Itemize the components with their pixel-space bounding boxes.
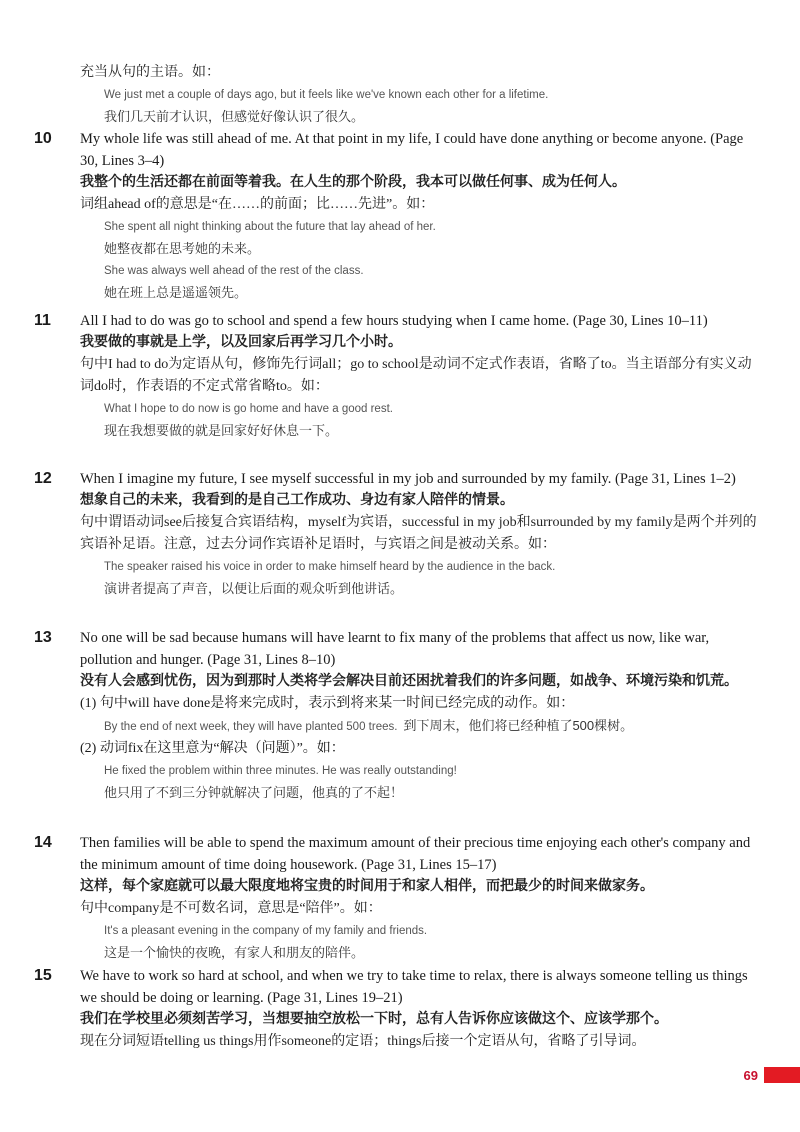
explanation: 现在分词短语telling us things用作someone的定语；things后接一个定语从句，省略了引导词。 [80, 1034, 646, 1049]
explanation: 句中谓语动词see后接复合宾语结构，myself为宾语，successful in my job和surrounded by my family是两个并列的宾语补足语。注意，过去分词作宾语补足语时，与宾语之间是被动关系。如： [80, 515, 757, 552]
item-number: 12 [34, 470, 52, 487]
page-footer [744, 1066, 800, 1084]
item-body [80, 832, 760, 964]
sentence-en: Then families will be able to spend the maximum amount of their precious time enjoying each other's company and the minimum amount of time doing housework. (Page 31, Lines 15–17) [80, 835, 751, 873]
explanation: 词组ahead of的意思是“在……的前面；比……先进”。如： [80, 197, 435, 212]
sub-note: 句中will have done是将来完成时，表示到将来某一时间已经完成的动作。如： [99, 696, 575, 711]
sentence-en: When I imagine my future, I see myself successful in my job and surrounded by my family. (Page 31, Lines 1–2) [80, 471, 736, 487]
sentence-en: We have to work so hard at school, and when we try to take time to relax, there is always someone telling us things we should be doing or learning. (Page 31, Lines 19–21) [80, 968, 748, 1006]
explanation: 句中I had to do为定语从句，修饰先行词all；go to school是动词不定式作表语，省略了to。当主语部分有实义动词do时，作表语的不定式常省略to。如： [80, 357, 752, 394]
page-tab-marker [764, 1067, 800, 1083]
explanation: 句中company是不可数名词，意思是“陪伴”。如： [80, 901, 382, 916]
example-cn: 现在我想要做的就是回家好好休息一下。 [104, 423, 339, 438]
example-en: What I hope to do now is go home and have a good rest. [104, 403, 393, 415]
item-body [80, 310, 760, 442]
page-number: 69 [743, 1067, 758, 1083]
example-en: She was always well ahead of the rest of the class. [104, 265, 364, 277]
sentence-cn: 我整个的生活还都在前面等着我。在人生的那个阶段，我本可以做任何事、成为任何人。 [80, 175, 626, 190]
sub-example-en: He fixed the problem within three minutes. He was really outstanding! [104, 765, 457, 777]
sentence-cn: 我要做的事就是上学，以及回家后再学习几个小时。 [80, 335, 402, 350]
example-cn: 演讲者提高了声音，以便让后面的观众听到他讲话。 [104, 581, 404, 596]
item-number: 13 [34, 629, 52, 646]
sub-example [104, 715, 760, 738]
item-number: 14 [34, 834, 52, 851]
sub-point-2 [80, 738, 760, 760]
sub-note: 动词fix在这里意为“解决（问题）”。如： [99, 741, 345, 756]
intro-section [80, 62, 780, 128]
item-body [80, 468, 760, 600]
sentence-cn: 我们在学校里必须刻苦学习，当想要抽空放松一下时，总有人告诉你应该做这个、应该学那个。 [80, 1012, 668, 1027]
sentence-cn: 想象自己的未来，我看到的是自己工作成功、身边有家人陪伴的情景。 [80, 493, 514, 508]
item-number: 11 [34, 312, 51, 329]
sentence-en: No one will be sad because humans will have learnt to fix many of the problems that affect us now, like war, pollution and hunger. (Page 31, Lines 8–10) [80, 630, 710, 668]
example-en: The speaker raised his voice in order to make himself heard by the audience in the back. [104, 561, 556, 573]
intro-note: 充当从句的主语。如： [80, 65, 220, 80]
sub-example-en: By the end of next week, they will have planted 500 trees. [104, 721, 398, 733]
item-body [80, 627, 760, 804]
example-en: She spent all night thinking about the future that lay ahead of her. [104, 221, 436, 233]
sentence-cn: 这样，每个家庭就可以最大限度地将宝贵的时间用于和家人相伴，而把最少的时间来做家务。 [80, 879, 654, 894]
sentence-en: All I had to do was go to school and spend a few hours studying when I came home. (Page 30, Lines 10–11) [80, 313, 708, 329]
example-en: It's a pleasant evening in the company of my family and friends. [104, 925, 428, 937]
example-cn: 这是一个愉快的夜晚，有家人和朋友的陪伴。 [104, 945, 365, 960]
sentence-en: My whole life was still ahead of me. At that point in my life, I could have done anything or become anyone. (Page 30, Lines 3–4) [80, 131, 744, 169]
item-body [80, 128, 760, 304]
item-number: 10 [34, 130, 52, 147]
item-number: 15 [34, 967, 52, 984]
sub-example-cn: 他只用了不到三分钟就解决了问题，他真的了不起！ [104, 785, 404, 800]
intro-example-cn: 我们几天前才认识，但感觉好像认识了很久。 [104, 109, 365, 124]
sub-example-cn: 到下周末，他们将已经种植了500棵树。 [403, 718, 634, 733]
sub-point-1 [80, 693, 760, 715]
example-cn: 她整夜都在思考她的未来。 [104, 241, 261, 256]
item-body [80, 965, 760, 1053]
sub-label: (1) [80, 696, 97, 711]
example-cn: 她在班上总是遥遥领先。 [104, 285, 248, 300]
sub-label: (2) [80, 741, 97, 756]
sentence-cn: 没有人会感到忧伤，因为到那时人类将学会解决目前还困扰着我们的许多问题，如战争、环境污染和饥荒。 [80, 674, 738, 689]
intro-example-en: We just met a couple of days ago, but it feels like we've known each other for a lifetime. [104, 89, 549, 101]
